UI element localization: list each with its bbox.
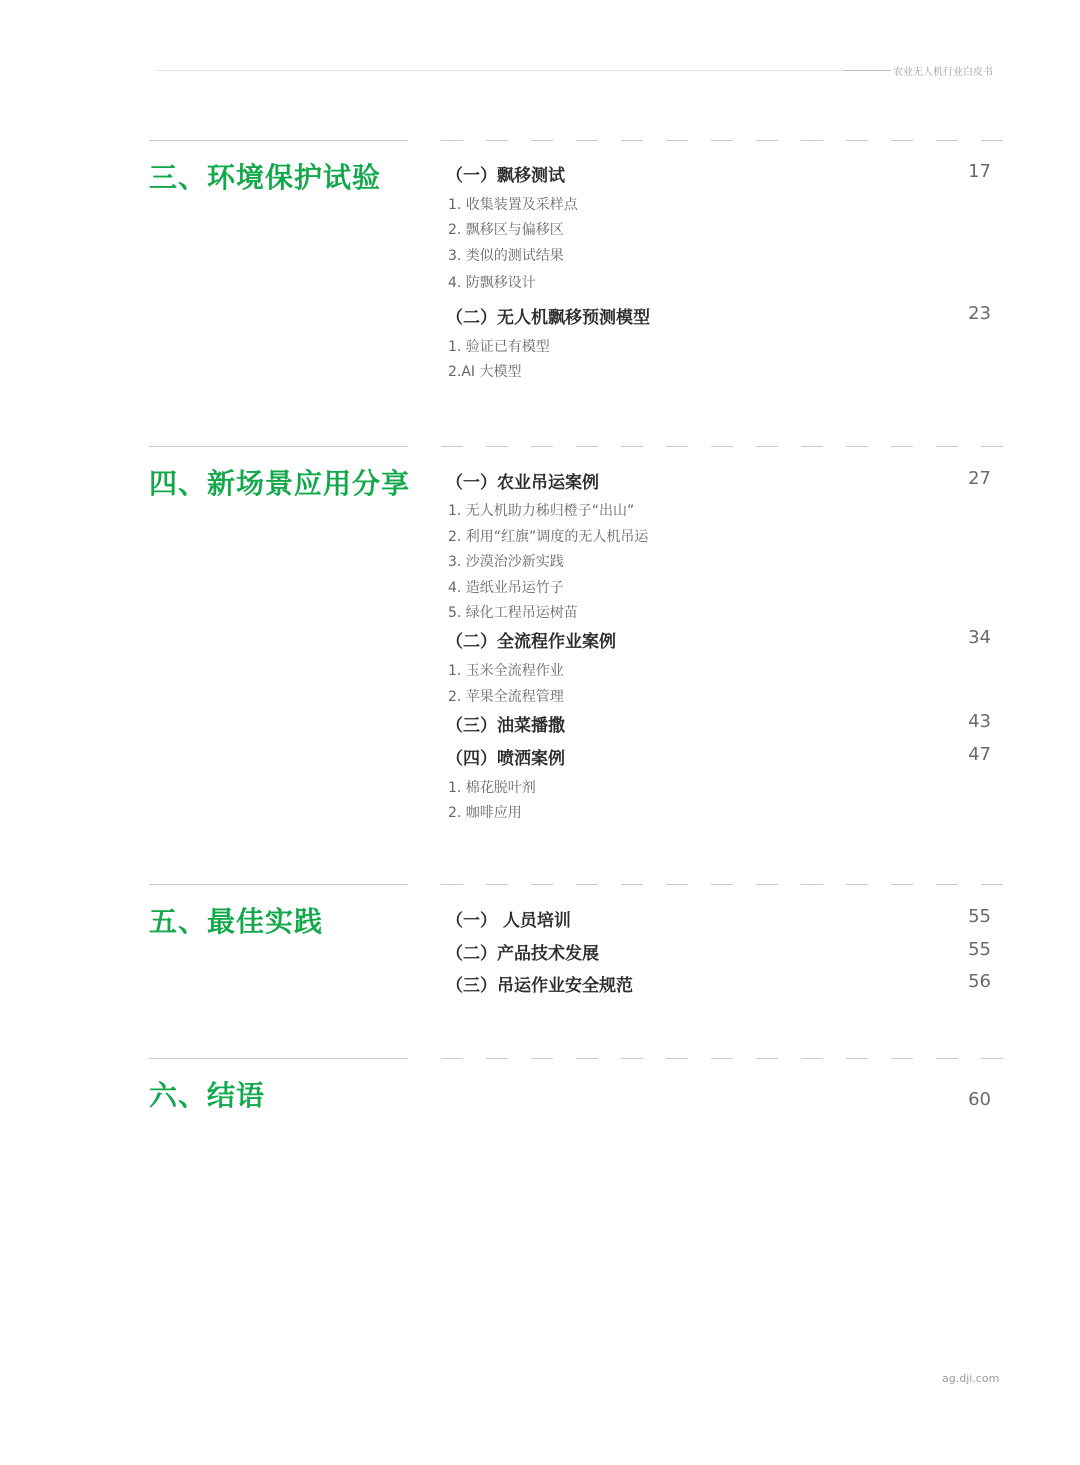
toc-entry-label: （二）全流程作业案例	[446, 632, 616, 652]
toc-entry-page: 55	[968, 939, 991, 960]
toc-subitem[interactable]: 1. 棉花脱叶剂	[448, 780, 536, 796]
toc-subitem[interactable]: 2. 利用“红旗”调度的无人机吊运	[448, 529, 649, 545]
header-rule-accent	[843, 70, 891, 71]
toc-entry-page: 27	[968, 468, 991, 489]
toc-entry-label: （一）农业吊运案例	[446, 473, 599, 493]
toc-subitem[interactable]: 2.AI 大模型	[448, 364, 522, 380]
toc-entry[interactable]	[446, 468, 991, 494]
toc-entry[interactable]	[446, 744, 991, 770]
toc-entry-label: （三）吊运作业安全规范	[446, 976, 633, 996]
section-rule	[149, 446, 408, 447]
section-title: 四、新场景应用分享	[149, 467, 411, 500]
toc-entry-label: （三）油菜播撒	[446, 716, 565, 736]
toc-entry-page: 17	[968, 161, 991, 182]
toc-entry-label: （一） 人员培训	[446, 911, 571, 931]
section-title: 六、结语	[149, 1079, 266, 1112]
toc-subitem[interactable]: 1. 玉米全流程作业	[448, 663, 564, 679]
section-title: 三、环境保护试验	[149, 161, 382, 194]
toc-entry[interactable]	[446, 161, 991, 187]
section-rule	[149, 884, 408, 885]
toc-subitem[interactable]: 4. 防飘移设计	[448, 275, 536, 291]
section-title: 五、最佳实践	[149, 905, 324, 938]
section-rule	[149, 1058, 408, 1059]
toc-entry[interactable]	[446, 627, 991, 653]
toc-subitem[interactable]: 1. 收集装置及采样点	[448, 197, 578, 213]
footer-url[interactable]: ag.dji.com	[942, 1372, 1000, 1385]
toc-entry[interactable]	[446, 303, 991, 329]
toc-subitem[interactable]: 3. 类似的测试结果	[448, 248, 564, 264]
toc-subitem[interactable]: 5. 绿化工程吊运树苗	[448, 605, 578, 621]
section-dashed-rule	[441, 140, 1003, 141]
toc-entry-label: （一）飘移测试	[446, 166, 565, 186]
toc-subitem[interactable]: 2. 苹果全流程管理	[448, 689, 564, 705]
toc-entry-page: 47	[968, 744, 991, 765]
section-rule	[149, 140, 408, 141]
toc-entry[interactable]	[446, 906, 991, 932]
section-dashed-rule	[441, 446, 1003, 447]
toc-entry-page: 34	[968, 627, 991, 648]
toc-subitem[interactable]: 3. 沙漠治沙新实践	[448, 554, 564, 570]
toc-subitem[interactable]: 2. 咖啡应用	[448, 805, 522, 821]
toc-entry[interactable]	[446, 1089, 991, 1115]
document-title: 农业无人机行业白皮书	[893, 67, 993, 78]
toc-entry[interactable]	[446, 971, 991, 997]
section-dashed-rule	[441, 884, 1003, 885]
toc-subitem[interactable]: 2. 飘移区与偏移区	[448, 222, 564, 238]
header-rule	[157, 70, 890, 71]
toc-entry-label: （二）产品技术发展	[446, 944, 599, 964]
toc-entry-page: 43	[968, 711, 991, 732]
section-dashed-rule	[441, 1058, 1003, 1059]
toc-subitem[interactable]: 1. 无人机助力秭归橙子“出山”	[448, 503, 635, 519]
toc-subitem[interactable]: 1. 验证已有模型	[448, 339, 550, 355]
toc-subitem[interactable]: 4. 造纸业吊运竹子	[448, 580, 564, 596]
toc-entry[interactable]	[446, 939, 991, 965]
toc-entry-label: （二）无人机飘移预测模型	[446, 308, 650, 328]
toc-entry-page: 56	[968, 971, 991, 992]
toc-entry-label: （四）喷洒案例	[446, 749, 565, 769]
toc-entry-page: 60	[968, 1089, 991, 1110]
toc-entry[interactable]	[446, 711, 991, 737]
toc-entry-page: 55	[968, 906, 991, 927]
toc-entry-page: 23	[968, 303, 991, 324]
